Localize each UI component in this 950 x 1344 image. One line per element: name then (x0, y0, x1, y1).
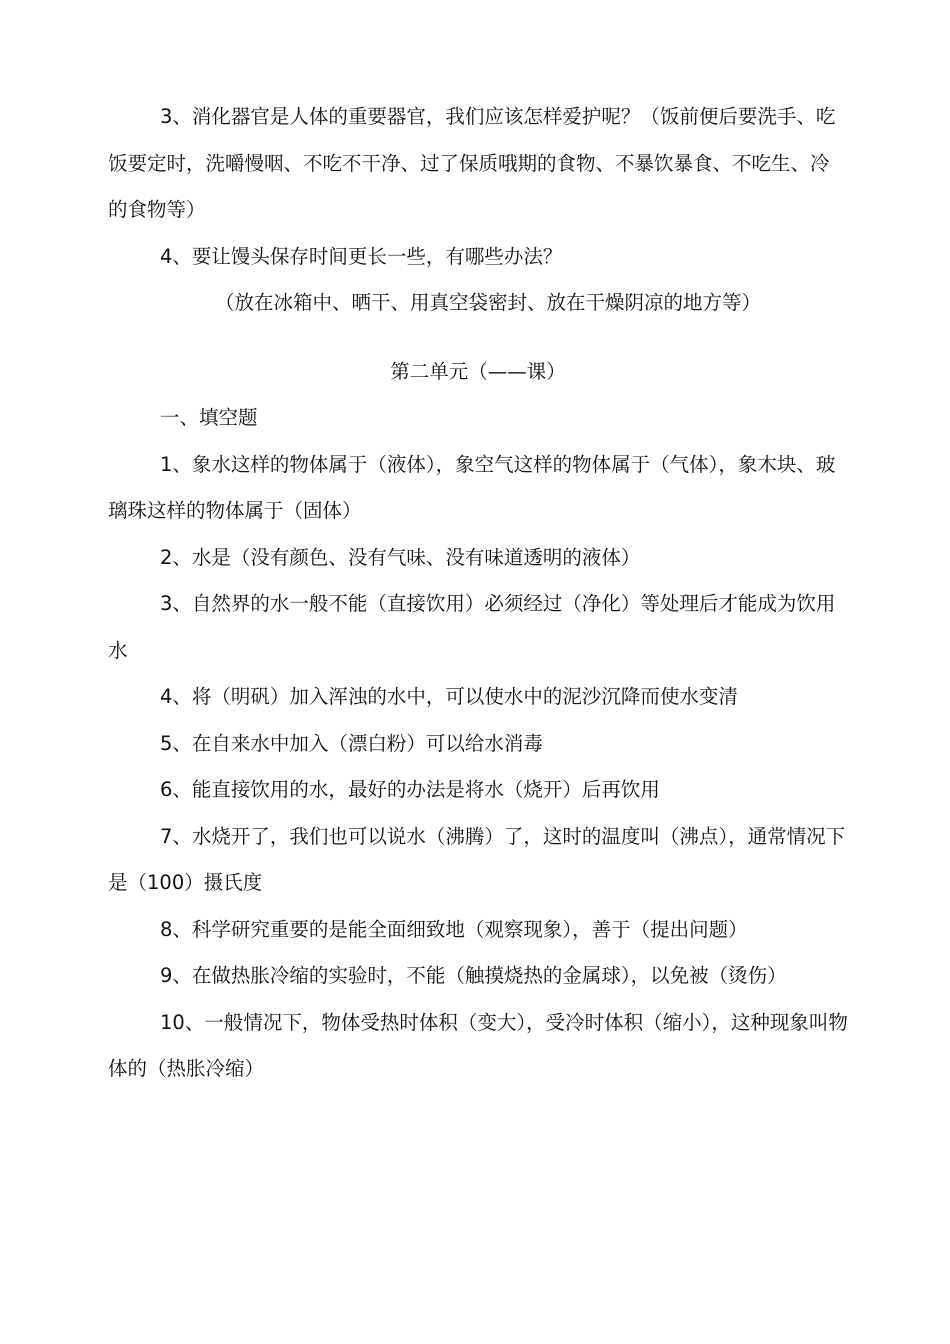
fill-item-6: 6、能直接饮用的水，最好的办法是将水（烧开）后再饮用 (160, 778, 660, 801)
section-title: 一、填空题 (160, 406, 258, 429)
fill-item-8: 8、科学研究重要的是能全面细致地（观察现象），善于（提出问题） (160, 917, 748, 941)
unit-title: 第二单元（——课） (390, 359, 566, 383)
question-4-answer: （放在冰箱中、晒干、用真空袋密封、放在干燥阴凉的地方等） (214, 291, 761, 314)
document-body (108, 94, 848, 1093)
fill-item-1: 1、象水这样的物体属于（液体），象空气这样的物体属于（气体），象木块、玻璃珠这样的物体属于（固体） (108, 452, 836, 522)
fill-item-5: 5、在自来水中加入（漂白粉）可以给水消毒 (160, 731, 543, 755)
fill-item-3: 3、自然界的水一般不能（直接饮用）必须经过（净化）等处理后才能成为饮用水 (108, 592, 836, 662)
fill-item-4: 4、将（明矾）加入浑浊的水中，可以使水中的泥沙沉降而使水变清 (160, 685, 738, 708)
fill-item-7: 7、水烧开了，我们也可以说水（沸腾）了，这时的温度叫（沸点），通常情况下是（100）摄氏度 (108, 824, 846, 894)
fill-item-9: 9、在做热胀冷缩的实验时，不能（触摸烧热的金属球），以免被（烫伤） (160, 964, 787, 987)
question-4: 4、要让馒头保存时间更长一些，有哪些办法？ (160, 244, 563, 268)
fill-item-2: 2、水是（没有颜色、没有气味、没有味道透明的液体） (160, 545, 641, 569)
fill-item-10: 10、一般情况下，物体受热时体积（变大），受冷时体积（缩小），这种现象叫物体的（热胀冷缩） (108, 1010, 848, 1080)
question-3: 3、消化器官是人体的重要器官，我们应该怎样爱护呢？（饭前便后要洗手、吃饭要定时，洗嚼慢咽、不吃不干净、过了保质哦期的食物、不暴饮暴食、不吃生、冷的食物等） (108, 105, 836, 221)
